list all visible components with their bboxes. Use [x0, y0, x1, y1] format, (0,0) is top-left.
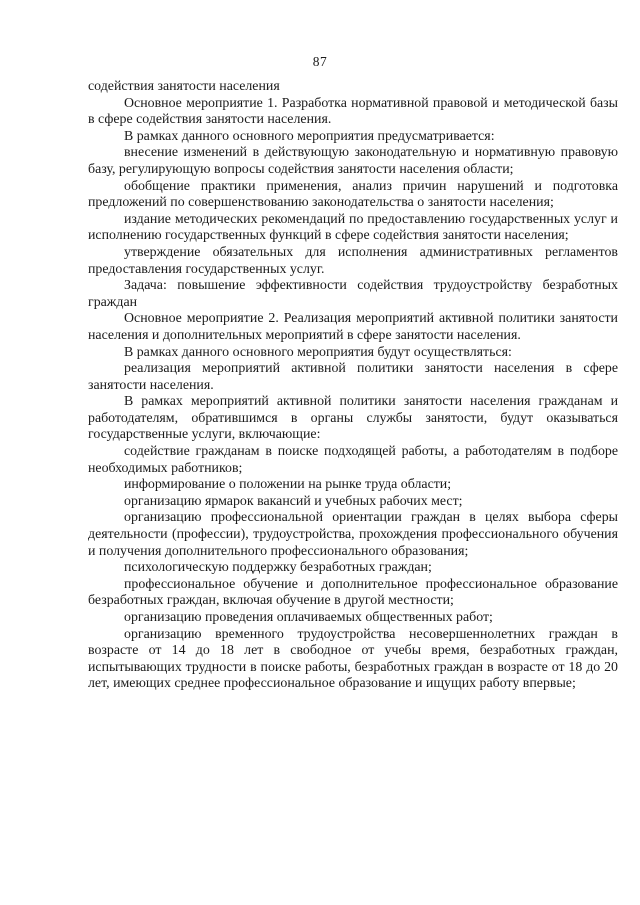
paragraph: Основное мероприятие 2. Реализация мероприятий активной политики занятости населения и дополнительных мероприятий в сфере занятости населения.	[88, 311, 618, 343]
paragraph: организацию временного трудоустройства несовершеннолетних граждан в возрасте от 14 до 18 лет в свободное от учебы время, безработных граждан, испытывающих трудности в поиске работы, безработных граждан в возрасте от 18 до 20 лет, имеющих среднее профессиональное образование и ищущих работу впервые;	[88, 626, 618, 692]
paragraph: Задача: повышение эффективности содействия трудоустройству безработных граждан	[88, 278, 618, 310]
paragraph: Основное мероприятие 1. Разработка нормативной правовой и методической базы в сфере содействия занятости населения.	[88, 95, 618, 128]
paragraph: организацию проведения оплачиваемых общественных работ;	[124, 610, 493, 625]
paragraph: В рамках данного основного мероприятия будут осуществляться:	[124, 344, 512, 360]
paragraph: реализация мероприятий активной политики занятости населения в сфере занятости населения.	[88, 361, 618, 393]
paragraph: организацию профессиональной ориентации граждан в целях выбора сферы деятельности (профессии), трудоустройства, прохождения профессионального обучения и получения дополнительного профессионального образования;	[88, 510, 618, 559]
document-body	[88, 79, 618, 693]
paragraph: содействия занятости населения	[88, 79, 280, 94]
paragraph: обобщение практики применения, анализ причин нарушений и подготовка предложений по совершенствованию законодательства о занятости населения;	[88, 178, 618, 211]
page-number: 87	[312, 54, 328, 69]
paragraph: психологическую поддержку безработных граждан;	[124, 560, 432, 576]
paragraph: утверждение обязательных для исполнения административных регламентов предоставления государственных услуг.	[88, 244, 618, 277]
paragraph: профессиональное обучение и дополнительное профессиональное образование безработных граждан, включая обучение в другой местности;	[88, 576, 618, 609]
paragraph: В рамках мероприятий активной политики занятости населения гражданам и работодателям, обратившимся в органы службы занятости, будут оказываться государственные услуги, включающие:	[88, 394, 618, 443]
paragraph: издание методических рекомендаций по предоставлению государственных услуг и исполнению государственных функций в сфере содействия занятости населения;	[88, 211, 618, 244]
paragraph: организацию ярмарок вакансий и учебных рабочих мест;	[124, 493, 463, 509]
paragraph: В рамках данного основного мероприятия предусматривается:	[124, 128, 495, 144]
paragraph: внесение изменений в действующую законодательную и нормативную правовую базу, регулирующую вопросы содействия занятости населения области;	[88, 145, 618, 177]
paragraph: информирование о положении на рынке труда области;	[124, 477, 452, 493]
paragraph: содействие гражданам в поиске подходящей работы, а работодателям в подборе необходимых работников;	[88, 444, 618, 476]
